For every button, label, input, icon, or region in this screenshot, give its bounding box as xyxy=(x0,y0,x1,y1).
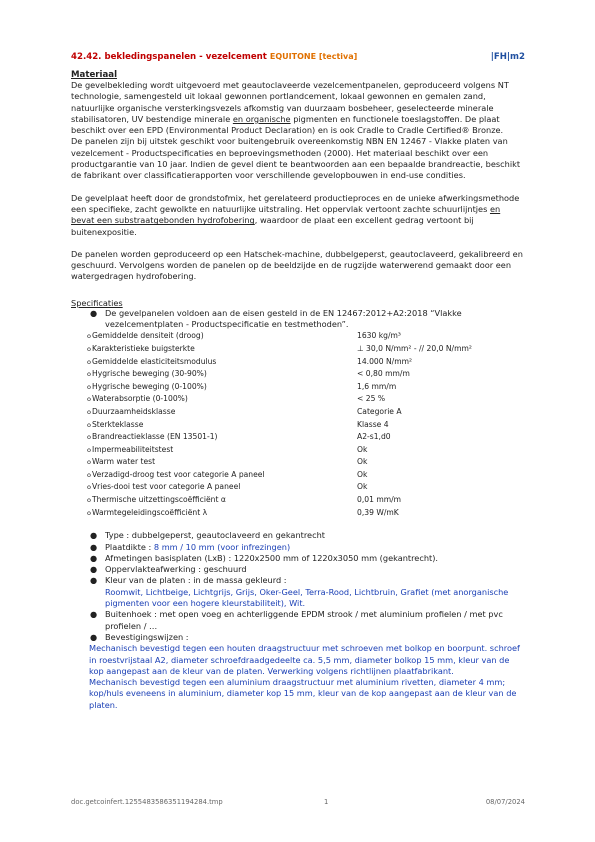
property-row: o Impermeabiliteitstest Ok xyxy=(87,444,525,457)
materiaal-paragraph-4: De panelen worden geproduceerd op een Hatschek-machine, dubbelgeperst, geautoclaveerd, gekalibreerd en geschuurd. Vervolgens worden de panelen op de beeldzijde en de rugzijde waterwerend gemaakt door een watergedragen hydrofobering. xyxy=(71,248,523,282)
spec-intro-bullet: ● De gevelpanelen voldoen aan de eisen gesteld in de EN 12467:2012+A2:2018 “Vlakke vezelcementplaten - Productspecificatie en testmethoden”. xyxy=(90,307,462,330)
property-row: o Gemiddelde densiteit (droog) 1630 kg/m³ xyxy=(87,330,525,343)
materiaal-heading: Materiaal xyxy=(71,70,118,80)
document-header xyxy=(71,52,525,66)
measurement-unit: |FH|m2 xyxy=(490,52,525,62)
section-code: 42.42. bekledingspanelen - vezelcement xyxy=(71,52,267,62)
materiaal-paragraph-2: De panelen zijn bij uitstek geschikt voor buitengebruik overeenkomstig NBN EN 12467 - Vlakke platen van vezelcement - Productspecificaties en beproevingsmethoden (2000). Het materiaal beschikt over een productgarantie van 10 jaar. Indien de gevel dient te beantwoorden aan een bepaalde brandreactie, beschikt de fabrikant over classificatierapporten voor verschillende gevelopbouwen in end-use condities. xyxy=(71,136,521,181)
materiaal-paragraph-1: De gevelbekleding wordt uitgevoerd met geautoclaveerde vezelcementpanelen, geproduceerd volgens NT technologie, samengesteld uit lokaal gewonnen portlandcement, lokaal gewonnen en gemalen zand, natuurlijke organische versterkingsvezels afkomstig van duurzaam bosbeheer, geselecteerde minerale stabilisatoren, UV bestendige minerale en organische pigmenten en functionele toeslagstoffen. De plaat beschikt over een EPD (Environmental Product Declaration) en is ook Cradle to Cradle Certified® Bronze. xyxy=(71,80,509,136)
type-bullet: ● Type : dubbelgeperst, geautoclaveerd en gekantrecht xyxy=(90,530,325,541)
brand-name: EQUITONE [tectiva] xyxy=(269,52,358,61)
dimensions-bullet: ● Afmetingen basisplaten (LxB) : 1220x2500 mm of 1220x3050 mm (gekantrecht). xyxy=(90,552,439,563)
fixing-aluminium-text: Mechanisch bevestigd tegen een aluminium draagstructuur met aluminium rivetten, diameter 4 mm; kop/huls eveneens in aluminium, diameter kop 15 mm, kleur van de kop aangepast aan de kleur van de platen. xyxy=(89,677,517,710)
property-row: o Warmtegeleidingscoëfficiënt λ 0,39 W/mK xyxy=(87,507,525,520)
document-page xyxy=(71,52,525,711)
footer-date: 08/07/2024 xyxy=(485,798,525,806)
footer-doc-name: doc.getcoinfert.1255483586351194284.tmp xyxy=(71,798,223,806)
properties-list xyxy=(87,330,525,519)
property-row: o Warm water test Ok xyxy=(87,456,525,469)
property-row: o Karakteristieke buigsterkte ⊥ 30,0 N/mm² - // 20,0 N/mm² xyxy=(87,343,525,356)
property-row: o Waterabsorptie (0-100%) < 25 % xyxy=(87,393,525,406)
materiaal-paragraph-3: De gevelplaat heeft door de grondstofmix, het gerelateerd productieproces en de unieke afwerkingsmethode een specifieke, zacht gewolkte en natuurlijke uitstraling. Het oppervlak vertoont zachte schuurlijntjes en bevat een substraatgebonden hydrofobering, waardoor de plaat een excellent gedrag vertoont bij buitenexpositie. xyxy=(71,192,520,237)
fixing-wood-text: Mechanisch bevestigd tegen een houten draagstructuur met schroeven met bolkop en boorpunt. schroef in roestvrijstaal A2, diameter schroefdraadgedeelte ca. 5,5 mm, diameter bolkop 15 mm, kleur van de kop aangepast aan de kleur van de platen. Verwerking volgens richtlijnen plaatfabrikant. xyxy=(89,643,520,676)
page-footer xyxy=(71,798,525,806)
corner-bullet: ● Buitenhoek : met open voeg en achterliggende EPDM strook / met aluminium profielen / met pvc profielen / … xyxy=(90,609,503,631)
specificaties-heading: Specificaties xyxy=(71,297,123,308)
thickness-bullet: ● Plaatdikte : 8 mm / 10 mm (voor infrezingen) xyxy=(90,541,291,552)
property-row: o Thermische uitzettingscoëfficiënt α 0,01 mm/m xyxy=(87,494,525,507)
bullet-dot: ● xyxy=(90,307,98,318)
property-row: o Hygrische beweging (30-90%) < 0,80 mm/m xyxy=(87,368,525,381)
property-row: o Brandreactieklasse (EN 13501-1) A2-s1,d0 xyxy=(87,431,525,444)
property-row: o Verzadigd-droog test voor categorie A paneel Ok xyxy=(87,469,525,482)
property-row: o Sterkteklasse Klasse 4 xyxy=(87,419,525,432)
finish-bullet: ● Oppervlakteafwerking : geschuurd xyxy=(90,564,247,575)
footer-page-number: 1 xyxy=(324,798,329,806)
property-row: o Gemiddelde elasticiteitsmodulus 14.000 N/mm² xyxy=(87,356,525,369)
property-row: o Duurzaamheidsklasse Categorie A xyxy=(87,406,525,419)
property-row: o Hygrische beweging (0-100%) 1,6 mm/m xyxy=(87,381,525,394)
color-bullet: ● Kleur van de platen : in de massa gekleurd : Roomwit, Lichtbeige, Lichtgrijs, Grijs, Oker-Geel, Terra-Rood, Lichtbruin, Grafiet (met anorganische pigmenten voor een hogere kleurstabiliteit), Wit. xyxy=(90,575,509,609)
property-row: o Vries-dooi test voor categorie A paneel Ok xyxy=(87,481,525,494)
fixing-bullet: ● Bevestigingswijzen : xyxy=(90,631,189,642)
